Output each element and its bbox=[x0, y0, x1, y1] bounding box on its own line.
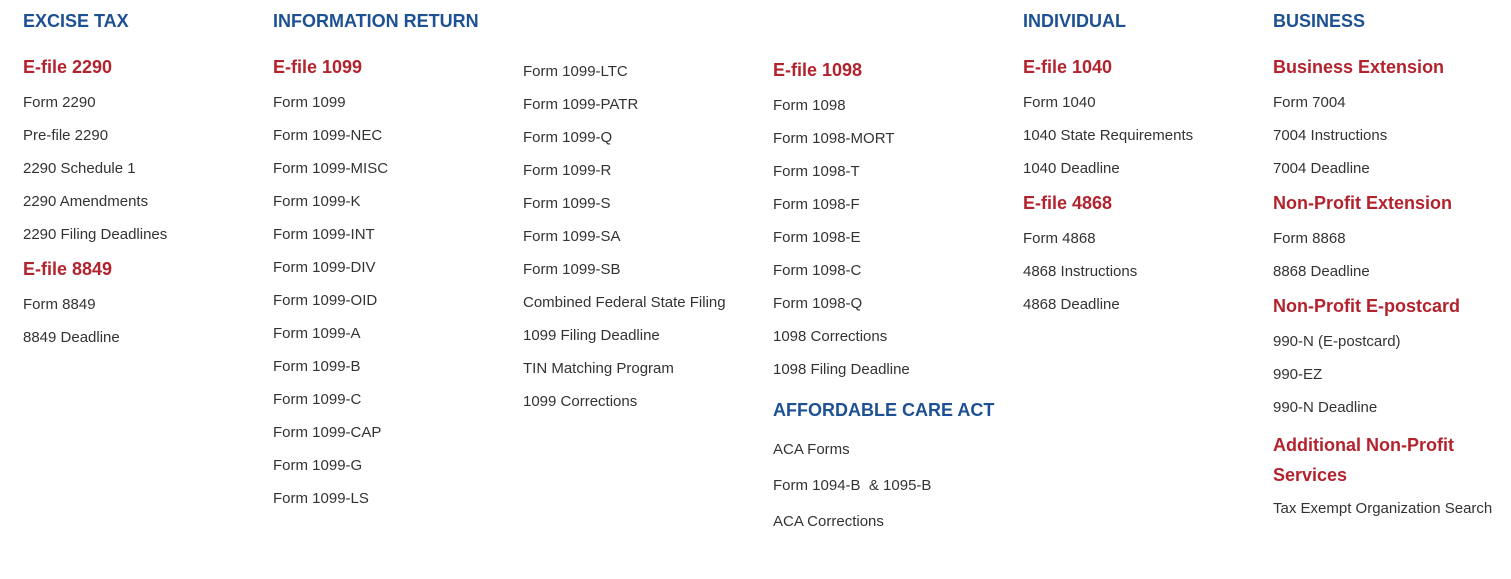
link-2290-filing-deadlines[interactable]: 2290 Filing Deadlines bbox=[23, 226, 168, 243]
link-1099-corrections[interactable]: 1099 Corrections bbox=[523, 393, 638, 410]
link-7004-instructions[interactable]: 7004 Instructions bbox=[1273, 127, 1388, 144]
link-list-non-profit-extension bbox=[1273, 223, 1503, 289]
link-2290-amendments[interactable]: 2290 Amendments bbox=[23, 193, 149, 210]
link-form-1099-a[interactable]: Form 1099-A bbox=[273, 325, 361, 342]
link-8849-deadline[interactable]: 8849 Deadline bbox=[23, 329, 120, 346]
group-heading-additional-non-profit-services[interactable]: Additional Non-Profit Services bbox=[1273, 435, 1454, 485]
link-form-1099-b[interactable]: Form 1099-B bbox=[273, 358, 361, 375]
group-heading-non-profit-epostcard[interactable]: Non-Profit E-postcard bbox=[1273, 296, 1460, 316]
link-list-2290 bbox=[23, 87, 268, 252]
link-form-1098-e[interactable]: Form 1098-E bbox=[773, 229, 861, 246]
link-form-1098-q[interactable]: Form 1098-Q bbox=[773, 295, 863, 312]
link-form-8868[interactable]: Form 8868 bbox=[1273, 230, 1346, 247]
link-pre-file-2290[interactable]: Pre-file 2290 bbox=[23, 127, 109, 144]
link-1098-corrections[interactable]: 1098 Corrections bbox=[773, 328, 888, 345]
link-990n-epostcard[interactable]: 990-N (E-postcard) bbox=[1273, 333, 1401, 350]
column-business bbox=[1273, 0, 1503, 523]
column-1098-aca bbox=[773, 0, 1018, 541]
link-form-1099-k[interactable]: Form 1099-K bbox=[273, 193, 361, 210]
link-form-1098-f[interactable]: Form 1098-F bbox=[773, 196, 860, 213]
group-heading-efile-4868[interactable]: E-file 4868 bbox=[1023, 193, 1113, 213]
link-list-business-extension bbox=[1273, 87, 1503, 186]
group-heading-efile-1040[interactable]: E-file 1040 bbox=[1023, 57, 1113, 77]
link-1098-filing-deadline[interactable]: 1098 Filing Deadline bbox=[773, 361, 910, 378]
link-list-1099 bbox=[273, 87, 518, 516]
link-form-1099-c[interactable]: Form 1099-C bbox=[273, 391, 362, 408]
link-form-1099-r[interactable]: Form 1099-R bbox=[523, 162, 612, 179]
link-list-non-profit-epostcard bbox=[1273, 326, 1503, 425]
link-form-4868[interactable]: Form 4868 bbox=[1023, 230, 1096, 247]
column-1099-continued bbox=[523, 0, 768, 419]
link-2290-schedule-1[interactable]: 2290 Schedule 1 bbox=[23, 160, 136, 177]
group-heading-efile-2290[interactable]: E-file 2290 bbox=[23, 57, 113, 77]
column-information-return bbox=[273, 0, 518, 516]
link-form-1094b-1095b[interactable]: Form 1094-B & 1095-B bbox=[773, 477, 932, 494]
link-form-1099-oid[interactable]: Form 1099-OID bbox=[273, 292, 378, 309]
link-form-1099-sb[interactable]: Form 1099-SB bbox=[523, 261, 621, 278]
link-990n-deadline[interactable]: 990-N Deadline bbox=[1273, 399, 1378, 416]
link-form-1099-int[interactable]: Form 1099-INT bbox=[273, 226, 375, 243]
column-individual bbox=[1023, 0, 1268, 322]
group-heading-non-profit-extension[interactable]: Non-Profit Extension bbox=[1273, 193, 1452, 213]
link-list-1098 bbox=[773, 90, 1018, 387]
link-4868-instructions[interactable]: 4868 Instructions bbox=[1023, 263, 1138, 280]
link-list-4868 bbox=[1023, 223, 1268, 322]
link-combined-federal-state-filing[interactable]: Combined Federal State Filing bbox=[523, 294, 726, 311]
link-form-7004[interactable]: Form 7004 bbox=[1273, 94, 1346, 111]
link-form-2290[interactable]: Form 2290 bbox=[23, 94, 96, 111]
link-4868-deadline[interactable]: 4868 Deadline bbox=[1023, 296, 1120, 313]
link-form-1098-t[interactable]: Form 1098-T bbox=[773, 163, 860, 180]
link-form-1099-sa[interactable]: Form 1099-SA bbox=[523, 228, 621, 245]
group-heading-efile-1099[interactable]: E-file 1099 bbox=[273, 57, 363, 77]
link-990ez[interactable]: 990-EZ bbox=[1273, 366, 1323, 383]
category-heading-affordable-care-act: AFFORDABLE CARE ACT bbox=[773, 400, 995, 420]
link-form-1099-cap[interactable]: Form 1099-CAP bbox=[273, 424, 382, 441]
link-form-1098[interactable]: Form 1098 bbox=[773, 97, 846, 114]
link-list-additional-non-profit-services bbox=[1273, 495, 1503, 523]
link-aca-corrections[interactable]: ACA Corrections bbox=[773, 513, 884, 530]
link-form-1099-ltc[interactable]: Form 1099-LTC bbox=[523, 63, 628, 80]
link-8868-deadline[interactable]: 8868 Deadline bbox=[1273, 263, 1370, 280]
link-form-1099-g[interactable]: Form 1099-G bbox=[273, 457, 363, 474]
category-heading-information-return: INFORMATION RETURN bbox=[273, 11, 479, 31]
link-7004-deadline[interactable]: 7004 Deadline bbox=[1273, 160, 1370, 177]
link-aca-forms[interactable]: ACA Forms bbox=[773, 441, 850, 458]
link-form-1098-mort[interactable]: Form 1098-MORT bbox=[773, 130, 895, 147]
link-tin-matching-program[interactable]: TIN Matching Program bbox=[523, 360, 674, 377]
link-1040-state-requirements[interactable]: 1040 State Requirements bbox=[1023, 127, 1194, 144]
group-heading-efile-8849[interactable]: E-file 8849 bbox=[23, 259, 113, 279]
category-heading-individual: INDIVIDUAL bbox=[1023, 11, 1126, 31]
link-form-1040[interactable]: Form 1040 bbox=[1023, 94, 1096, 111]
link-form-1099-q[interactable]: Form 1099-Q bbox=[523, 129, 613, 146]
link-list-1040 bbox=[1023, 87, 1268, 186]
link-form-1098-c[interactable]: Form 1098-C bbox=[773, 262, 862, 279]
link-1099-filing-deadline[interactable]: 1099 Filing Deadline bbox=[523, 327, 660, 344]
link-form-1099-misc[interactable]: Form 1099-MISC bbox=[273, 160, 389, 177]
link-form-1099-nec[interactable]: Form 1099-NEC bbox=[273, 127, 383, 144]
link-form-8849[interactable]: Form 8849 bbox=[23, 296, 96, 313]
link-form-1099-s[interactable]: Form 1099-S bbox=[523, 195, 611, 212]
link-form-1099[interactable]: Form 1099 bbox=[273, 94, 346, 111]
link-list-aca bbox=[773, 433, 1018, 541]
group-heading-business-extension[interactable]: Business Extension bbox=[1273, 57, 1445, 77]
link-form-1099-ls[interactable]: Form 1099-LS bbox=[273, 490, 369, 507]
link-1040-deadline[interactable]: 1040 Deadline bbox=[1023, 160, 1120, 177]
group-heading-efile-1098[interactable]: E-file 1098 bbox=[773, 60, 863, 80]
link-form-1099-div[interactable]: Form 1099-DIV bbox=[273, 259, 376, 276]
link-form-1099-patr[interactable]: Form 1099-PATR bbox=[523, 96, 639, 113]
link-list-8849 bbox=[23, 289, 268, 355]
column-excise-tax bbox=[23, 0, 268, 355]
category-heading-excise-tax: EXCISE TAX bbox=[23, 11, 129, 31]
link-tax-exempt-organization-search[interactable]: Tax Exempt Organization Search bbox=[1273, 500, 1493, 517]
category-heading-business: BUSINESS bbox=[1273, 11, 1366, 31]
link-list-1099-continued bbox=[523, 56, 768, 419]
